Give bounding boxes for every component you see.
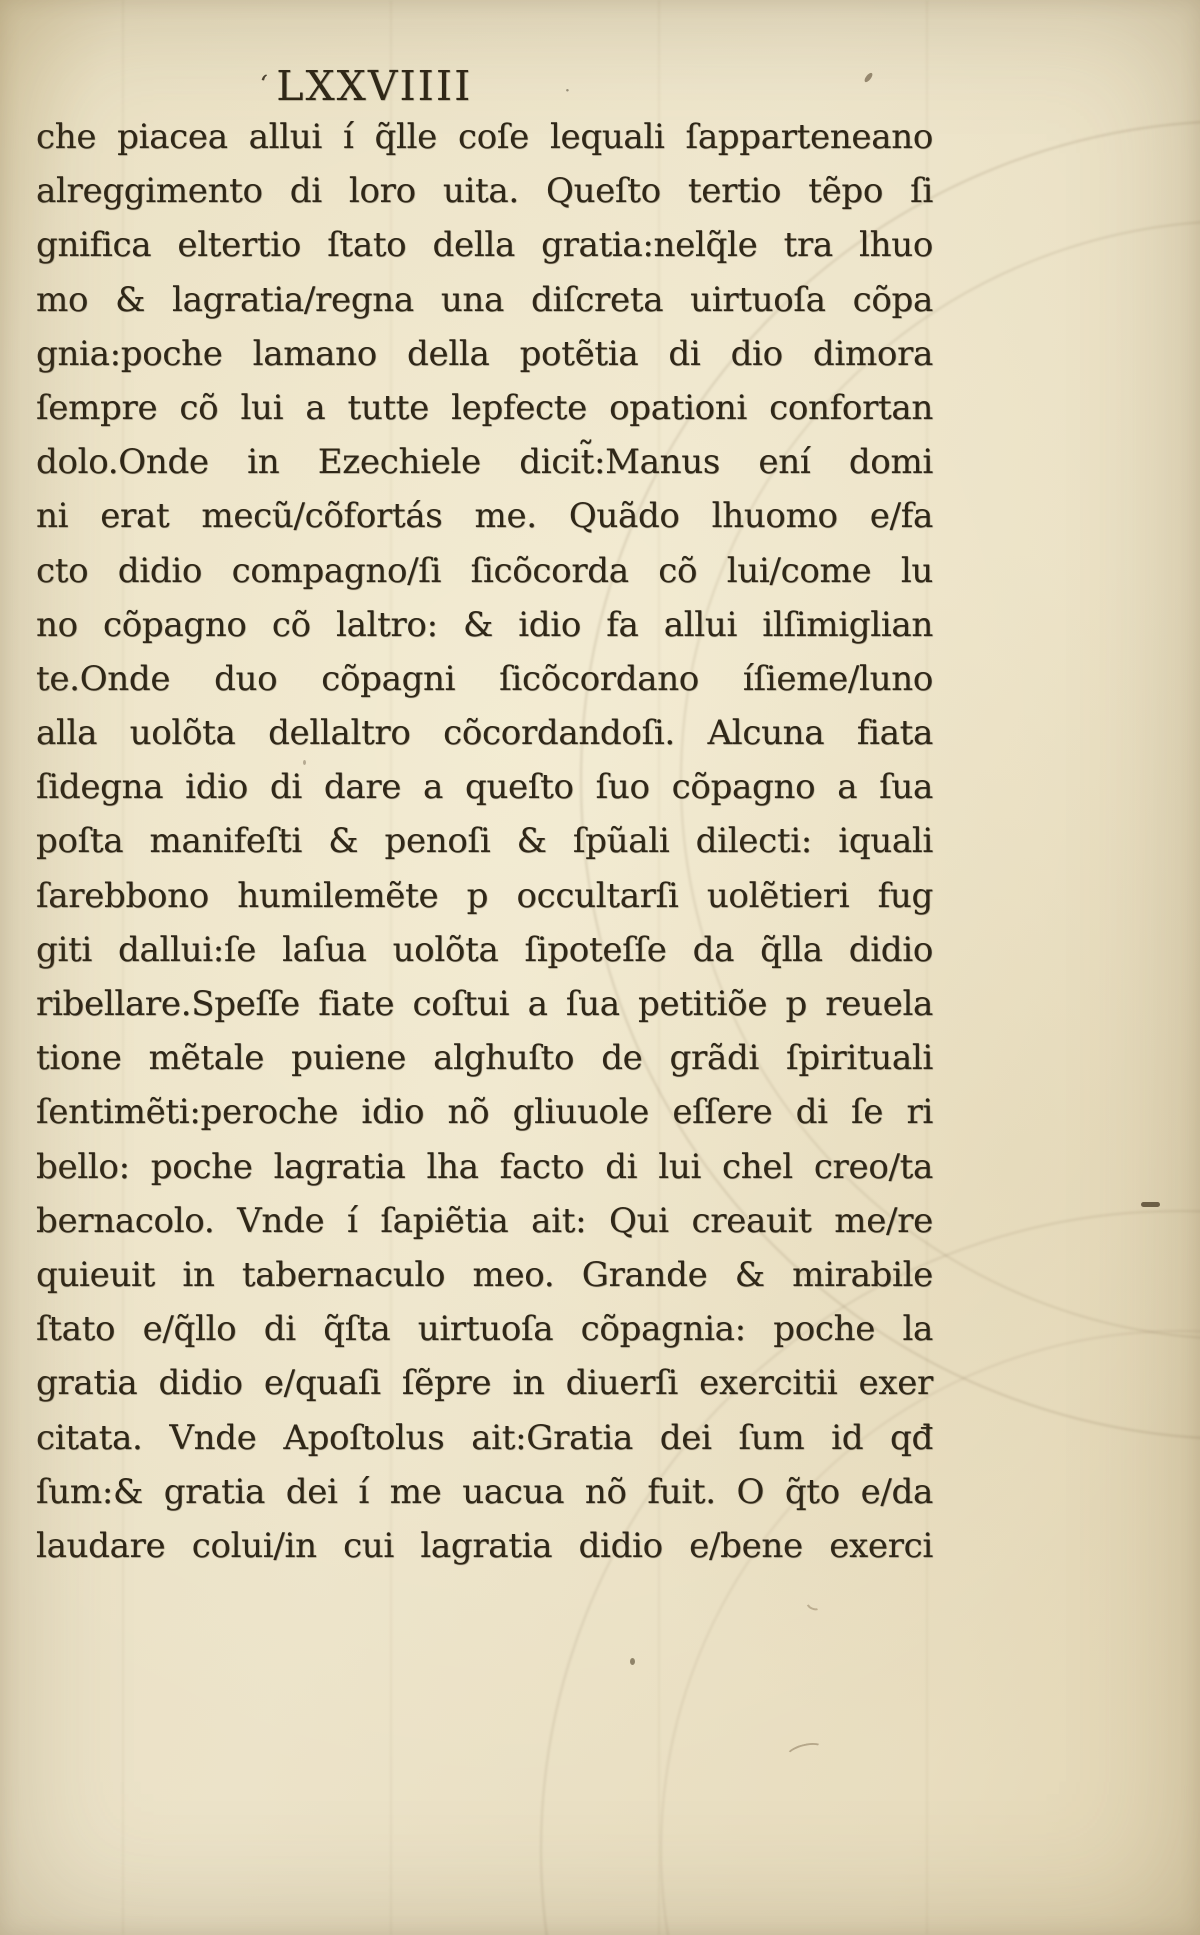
text-line: gnifica eltertio ſtato della gratia:nelq̃le tra lhuo — [36, 225, 933, 266]
body-text — [36, 110, 933, 1573]
text-line: ribellare.Speſſe fiate coſtui a ſua petitiõe p reuela — [36, 984, 933, 1024]
text-line: ſarebbono humilemẽte p occultarſi uolẽtieri fug — [36, 875, 933, 916]
text-line: ni erat mecũ/cõfortás me. Quãdo lhuomo e/fa — [36, 496, 933, 537]
text-line: poſta manifeſti & penoſi & ſpũali dilecti: iquali — [36, 821, 933, 862]
paper-speck — [630, 1658, 635, 1665]
text-line: che piacea allui í q̃lle coſe lequali ſapparteneano — [36, 117, 933, 157]
text-line: citata. Vnde Apoſtolus ait:Gratia dei ſum id qđ — [36, 1417, 933, 1458]
text-line: ſempre cõ lui a tutte lepfecte opationi confortan — [36, 387, 933, 428]
text-line: bello: poche lagratia lha facto di lui chel creo/ta — [36, 1146, 933, 1187]
page-number: LXXVIIII — [276, 62, 473, 110]
text-line: gratia didio e/quaſi ſẽpre in diuerſi exercitii exer — [36, 1363, 933, 1404]
text-line: gnia:poche lamano della potẽtia di dio dimora — [36, 333, 933, 374]
text-line: cto didio compagno/ſi ſicõcorda cõ lui/come lu — [36, 550, 933, 591]
text-line: ſidegna idio di dare a queſto ſuo cõpagno a ſua — [36, 767, 933, 808]
paper-speck — [303, 760, 306, 765]
text-line: giti dallui:ſe laſua uolõta ſipoteſſe da q̃lla didio — [36, 929, 933, 970]
page-number-heading — [254, 62, 571, 110]
text-line: dolo.Onde in Ezechiele dicit̃:Manus ení domi — [36, 442, 933, 483]
text-line: mo & lagratia/regna una diſcreta uirtuoſa cõpa — [36, 279, 933, 320]
heading-prefix-mark: ‘ — [254, 69, 270, 101]
paper-speck — [863, 72, 874, 84]
heading-suffix-mark: · — [564, 78, 571, 102]
text-line: te.Onde duo cõpagni ſicõcordano íſieme/luno — [36, 658, 933, 699]
text-line: laudare colui/in cui lagratia didio e/bene exerci — [36, 1525, 933, 1566]
text-line: alla uolõta dellaltro cõcordandoſi. Alcuna fiata — [36, 713, 933, 754]
text-line: bernacolo. Vnde í ſapiẽtia ait: Qui creauit me/re — [36, 1200, 933, 1241]
text-line: no cõpagno cõ laltro: & idio fa allui ilſimiglian — [36, 604, 933, 645]
text-line: alreggimento di loro uita. Queſto tertio tẽpo ſi — [36, 171, 933, 212]
ink-dash-mark — [1141, 1202, 1160, 1207]
text-line: ſentimẽti:peroche idio nõ gliuuole eſſere di ſe ri — [36, 1092, 933, 1133]
text-line: ſum:& gratia dei í me uacua nõ fuit. O q̃to e/da — [36, 1471, 933, 1512]
text-line: ſtato e/q̃llo di q̃ſta uirtuoſa cõpagnia: poche la — [36, 1309, 933, 1350]
text-line: quieuit in tabernaculo meo. Grande & mirabile — [36, 1254, 933, 1295]
text-line: tione mẽtale puiene alghuſto de grãdi ſpirituali — [36, 1038, 933, 1079]
